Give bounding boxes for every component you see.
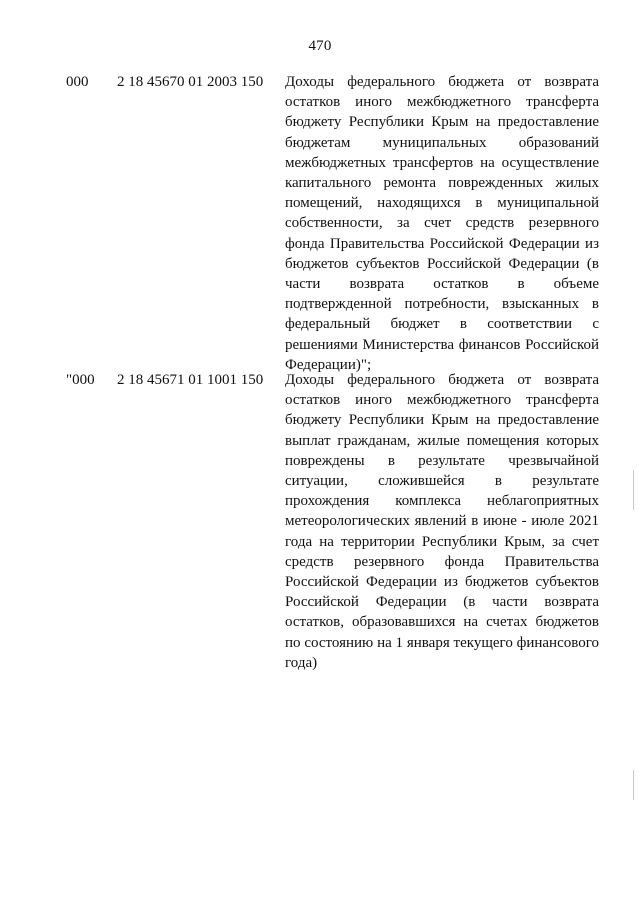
page-number: 470 [308, 38, 332, 54]
budget-classification-code: 2 18 45671 01 1001 150 [117, 372, 264, 388]
budget-classification-code: 2 18 45670 01 2003 150 [117, 74, 264, 90]
admin-code: "000 [66, 372, 95, 388]
scan-edge-mark [633, 470, 634, 510]
income-description: Доходы федерального бюджета от возврата остатков иного межбюджетного трансферта бюджету Республики Крым на предоставление выплат гражданам, жилые помещения которых повреждены в результате чрезвычайной ситуации, сложившейся в результате прохождения комплекса неблагоприятных метеорологических явлений в июне - июле 2021 года на территории Республики Крым, за счет средств резервного фонда Правительства Российской Федерации из бюджетов субъектов Российской Федерации (в части возврата остатков, образовавшихся на счетах бюджетов по состоянию на 1 января текущего финансового года) [285, 372, 599, 671]
admin-code: 000 [66, 74, 89, 90]
income-description: Доходы федерального бюджета от возврата остатков иного межбюджетного трансферта бюджету Республики Крым на предоставление бюджетам муниципальных образований межбюджетных трансфертов на осуществление капитального ремонта поврежденных жилых помещений, находящихся в муниципальной собственности, за счет средств резервного фонда Правительства Российской Федерации из бюджетов субъектов Российской Федерации (в части возврата остатков в объеме подтвержденной потребности, взысканных в федеральный бюджет в соответствии с решениями Министерства финансов Российской Федерации)"; [285, 74, 599, 373]
scan-edge-mark [633, 770, 634, 800]
